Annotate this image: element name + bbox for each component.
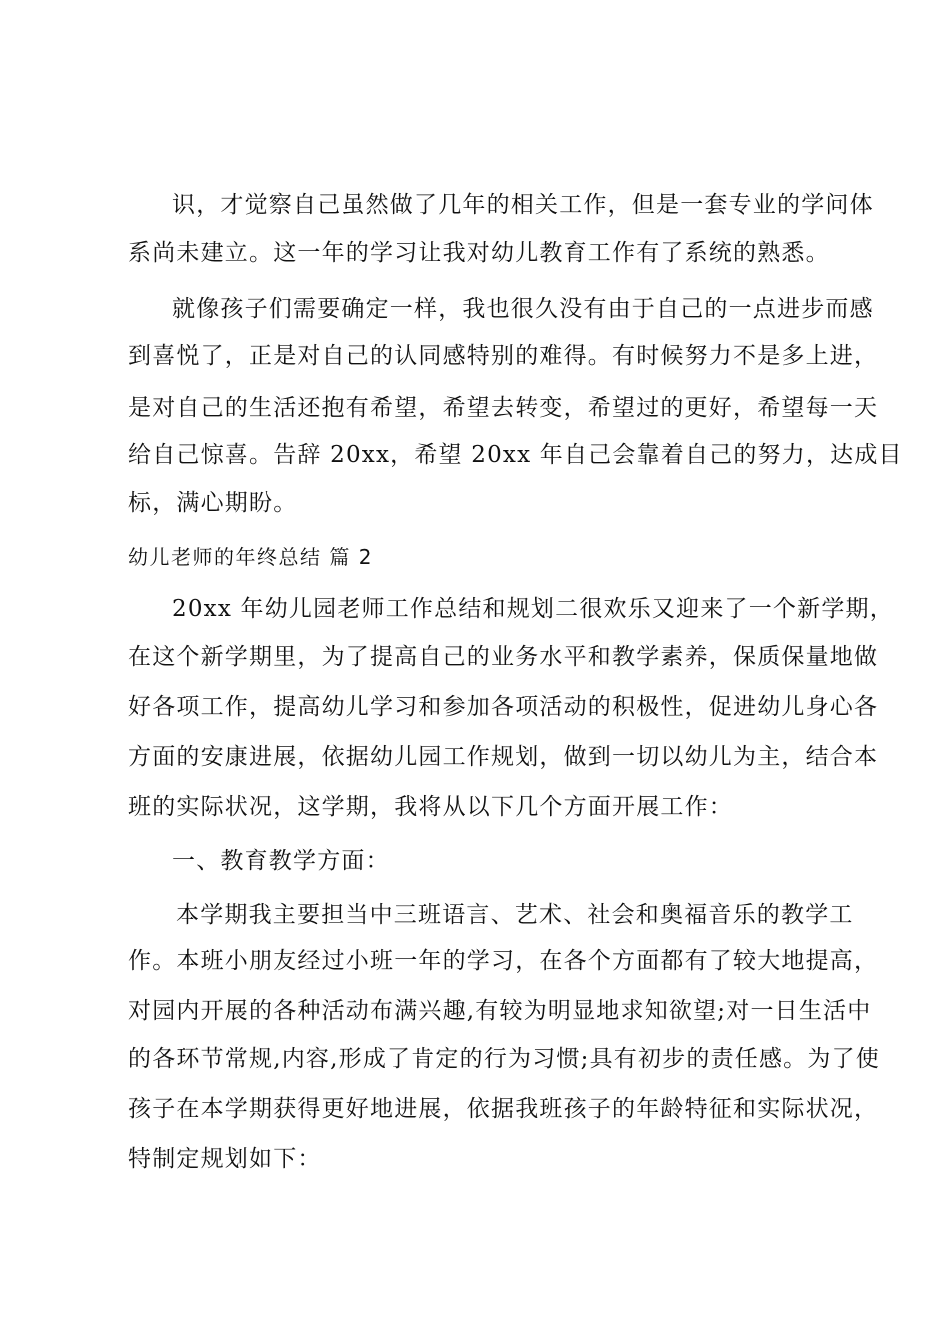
subheading: 一、教育教学方面： bbox=[172, 848, 390, 874]
section-heading: 幼儿老师的年终总结 篇 2 bbox=[128, 545, 373, 569]
paragraph-line: 本学期我主要担当中三班语言、艺术、社会和奥福音乐的教学工 bbox=[176, 902, 854, 928]
paragraph-line: 是对自己的生活还抱有希望，希望去转变，希望过的更好，希望每一天 bbox=[128, 395, 879, 421]
paragraph-line: 作。本班小朋友经过小班一年的学习，在各个方面都有了较大地提高， bbox=[128, 948, 879, 974]
paragraph-line: 孩子在本学期获得更好地进展，依据我班孩子的年龄特征和实际状况， bbox=[128, 1096, 879, 1122]
paragraph-line: 识，才觉察自己虽然做了几年的相关工作，但是一套专业的学问体 bbox=[172, 192, 874, 218]
paragraph-line: 系尚未建立。这一年的学习让我对幼儿教育工作有了系统的熟悉。 bbox=[128, 240, 830, 266]
paragraph-line: 特制定规划如下： bbox=[128, 1146, 322, 1172]
paragraph-line: 就像孩子们需要确定一样，我也很久没有由于自己的一点进步而感 bbox=[172, 296, 874, 322]
paragraph-line: 在这个新学期里，为了提高自己的业务水平和教学素养，保质保量地做 bbox=[128, 644, 879, 670]
paragraph-line: 到喜悦了，正是对自己的认同感特别的难得。有时候努力不是多上进， bbox=[128, 343, 879, 369]
paragraph-line: 的各环节常规,内容,形成了肯定的行为习惯;具有初步的责任感。为了使 bbox=[128, 1046, 880, 1072]
paragraph-line: 20xx 年幼儿园老师工作总结和规划二很欢乐又迎来了一个新学期， bbox=[172, 596, 894, 622]
paragraph-line: 标，满心期盼。 bbox=[128, 490, 298, 516]
paragraph-line: 给自己惊喜。告辞 20xx，希望 20xx 年自己会靠着自己的努力，达成目 bbox=[128, 442, 903, 468]
paragraph-line: 方面的安康进展，依据幼儿园工作规划，做到一切以幼儿为主，结合本 bbox=[128, 744, 879, 770]
paragraph-line: 对园内开展的各种活动布满兴趣,有较为明显地求知欲望;对一日生活中 bbox=[128, 998, 872, 1024]
paragraph-line: 好各项工作，提高幼儿学习和参加各项活动的积极性，促进幼儿身心各 bbox=[128, 694, 879, 720]
paragraph-line: 班的实际状况，这学期，我将从以下几个方面开展工作： bbox=[128, 794, 733, 820]
